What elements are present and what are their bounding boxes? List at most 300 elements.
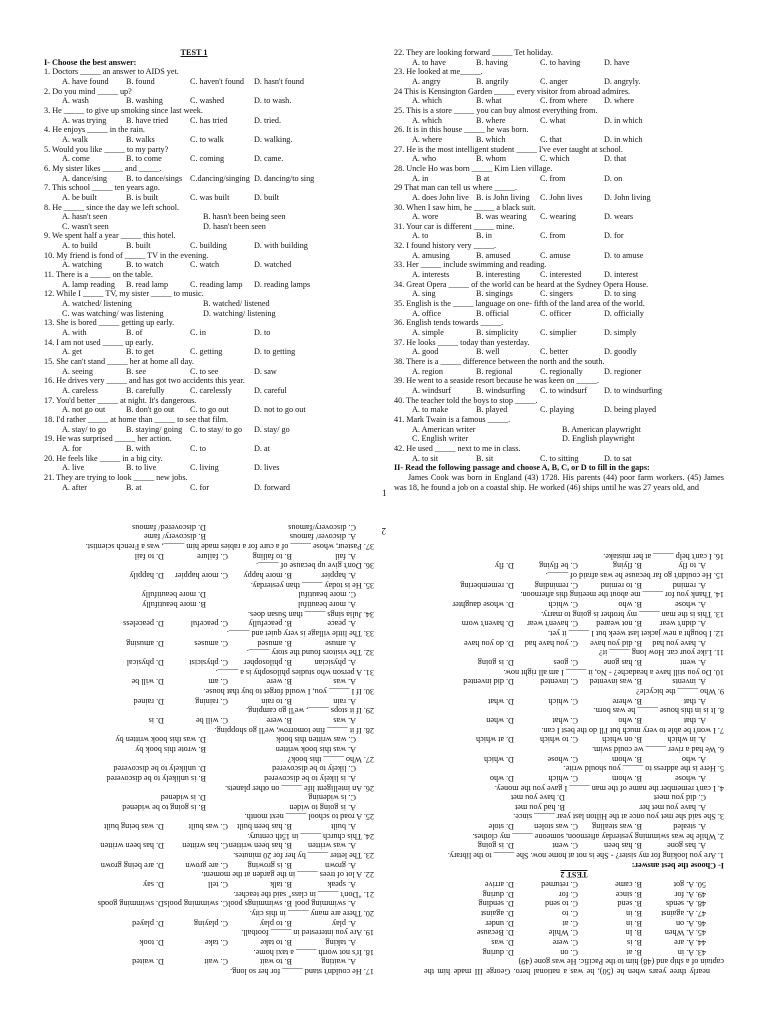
answer-option: D. do you have <box>463 638 514 648</box>
question-text: 6. My sister likes _____ and _____. <box>44 163 162 173</box>
answer-options <box>44 657 374 667</box>
answer-option: C. which <box>548 773 578 783</box>
answer-options <box>424 735 724 745</box>
question-text: 36. English tends towards _____. <box>394 318 504 328</box>
answer-option: C. that <box>540 134 562 144</box>
answer-option: B. well <box>476 347 500 357</box>
answer-option: 43. A. in <box>677 947 706 957</box>
answer-option: D. simply <box>604 328 637 338</box>
question-text: 17. He couldn't stand _____ for her so long. <box>230 967 374 976</box>
answer-option: A. be built <box>62 192 97 202</box>
answer-option: B. since <box>615 889 642 899</box>
answer-option: B. angrily <box>476 76 509 86</box>
test-title: TEST 1 <box>180 48 208 57</box>
answer-option: C. discovery/famous <box>288 522 356 532</box>
answer-option: B. played <box>476 405 508 415</box>
question-text: 5. Here is the address to _____ you should write. <box>563 764 724 774</box>
answer-option: D. goodly <box>604 347 637 357</box>
answer-options <box>394 116 724 126</box>
question-text: 28. If it _____ fine tomorrow, we'll go shopping. <box>214 725 374 735</box>
answer-option: B. see <box>126 366 147 376</box>
answer-option: A. invents <box>672 677 706 687</box>
answer-option: C. John lives <box>540 192 583 202</box>
answer-options <box>44 773 374 783</box>
answer-option: C. tell <box>207 880 228 890</box>
answer-option: A. region <box>412 366 443 376</box>
question-text: 29. If it stops _____, we'll go camping. <box>246 706 374 716</box>
question-text: 36. Don't give up because of _____. <box>256 561 374 571</box>
answer-option: D. interest <box>604 270 639 280</box>
answer-option: D. that <box>604 154 627 164</box>
answer-option: D. who <box>489 773 514 783</box>
answer-option: D. haven't worn <box>461 619 514 629</box>
question-text: 23. The letter _____ by her for 20 minutes. <box>233 851 374 861</box>
answer-option: B. built <box>126 241 151 251</box>
answer-option: C. which <box>540 154 570 164</box>
question-text: 21. They are trying to look _____ new jobs. <box>44 472 188 482</box>
page-2-left-column <box>424 551 724 976</box>
answer-option: D. dancing/to sing <box>254 173 315 183</box>
answer-option: D. was being built <box>103 822 164 832</box>
answer-option: C. invented <box>540 677 578 687</box>
answer-option: D. John living <box>604 192 651 202</box>
answer-option: D. came. <box>254 154 284 164</box>
answer-option: A. speak <box>327 880 356 890</box>
answer-options <box>394 58 724 68</box>
answer-option: C. at <box>562 918 578 928</box>
question-text: 11. There is a _____ on the table. <box>44 270 153 280</box>
answer-option: A. was <box>333 715 356 725</box>
answer-option: C. peaceful <box>190 619 228 629</box>
answer-options <box>394 367 724 377</box>
answer-option: C. to <box>562 909 578 919</box>
answer-option: D. have <box>604 57 630 67</box>
answer-option: A. hasn't seen <box>62 212 108 222</box>
answer-option: A. was trying <box>62 115 107 125</box>
answer-option: A. that <box>683 696 706 706</box>
answer-option: C. was written this book <box>276 735 356 745</box>
answer-option: B. is built <box>126 192 159 202</box>
answer-option: C. for <box>558 889 578 899</box>
question-text: 2. While he was swimming yesterday afternoon, someone _____ my clothes. <box>472 831 724 841</box>
answer-options <box>44 619 374 629</box>
answer-option: B. is John living <box>476 192 530 202</box>
answer-options <box>394 386 724 396</box>
answer-option: D. to getting <box>254 347 296 357</box>
answer-option: A. seeing <box>62 366 93 376</box>
answer-option: C. was built <box>188 822 228 832</box>
answer-option: C. wait <box>204 957 228 967</box>
answer-options <box>44 957 374 967</box>
answer-option: C. which <box>548 696 578 706</box>
answer-option: D. at which <box>476 735 514 745</box>
answer-options <box>44 328 344 338</box>
answer-option: A. after <box>62 482 88 492</box>
answer-option: B. is going to be widened <box>122 802 206 812</box>
answer-option: A. has gone <box>667 841 706 851</box>
answer-options <box>44 367 344 377</box>
answer-option: D. stay/ go <box>254 424 290 434</box>
answer-option: C.dancing/singing <box>190 173 250 183</box>
answer-option: C. which <box>548 600 578 610</box>
question-text: 37. He looks _____ today than yesterday. <box>394 337 530 347</box>
answer-option: D. during <box>482 889 514 899</box>
answer-option: B. which <box>476 134 506 144</box>
answer-option: D. what <box>488 696 514 706</box>
answer-option: D. built <box>254 192 280 202</box>
answer-option: D. have you met <box>510 793 565 803</box>
answer-option: B. watched/ listened <box>203 299 270 309</box>
answer-options <box>424 879 724 889</box>
answer-option: C. reminding <box>534 580 578 590</box>
question-text: 13. This is the man _____ my brother is going to marry. <box>541 609 724 619</box>
answer-option: A. to build <box>62 241 98 251</box>
question-text: 8. He _____ since the day we left school. <box>44 202 180 212</box>
answer-option: D. which <box>483 754 514 764</box>
answer-option: A. swimming pool <box>294 899 356 909</box>
answer-option: B. to watch <box>126 260 164 270</box>
answer-option: B. wrote this book by <box>135 744 206 754</box>
answer-options <box>44 735 374 745</box>
answer-option: D. to <box>254 328 271 338</box>
question-text: 29 That man can tell us where _____. <box>394 183 518 193</box>
answer-option: A. watched/ listening <box>62 299 132 309</box>
answer-option: B. on which <box>602 735 642 745</box>
question-text: 12. While I _____ TV, my sister _____ to music. <box>44 289 204 299</box>
answer-option: D. peaceless <box>123 619 164 629</box>
answer-option: B. whom <box>611 754 642 764</box>
question-text: 10. Do you still have a headache? - No, it _____ I am all right now. <box>503 667 724 677</box>
answer-option: D. to fail <box>134 551 164 561</box>
answer-option: C. is widening <box>308 793 356 803</box>
answer-option: D. Because <box>476 928 514 938</box>
answer-options <box>394 212 724 222</box>
answer-option: C. to windsurf <box>540 385 588 395</box>
answer-option: A. peace <box>327 619 356 629</box>
answer-option: A. rain <box>333 696 356 706</box>
question-text: 19. He was surprised _____ her action. <box>44 434 172 444</box>
answer-option: A. get <box>62 347 83 357</box>
question-text: 22. They are looking forward _____ Tet holiday. <box>394 48 553 57</box>
question-text: 31. Your car is different _____ mine. <box>394 221 515 231</box>
answer-option: B. send <box>617 899 642 909</box>
question-text: 24. This church _____ in 15th century. <box>247 831 374 841</box>
answer-option: B at <box>476 173 490 183</box>
answer-option: B. regional <box>476 366 513 376</box>
answer-option: C. be flying <box>539 561 578 571</box>
question-text: 20. He feels like _____ in a big city. <box>44 453 163 463</box>
answer-option: A. was this book written <box>275 744 356 754</box>
answer-option: C. failure <box>197 551 228 561</box>
answer-option: D. on <box>604 173 623 183</box>
answer-option: A. wore <box>412 212 439 222</box>
answer-option: B. interesting <box>476 270 521 280</box>
answer-option: B. talk <box>270 880 292 890</box>
question-text: 14. Thank you for _____ me about the meeting this afternoon. <box>520 590 724 600</box>
answer-options <box>424 889 724 899</box>
question-text: 19. Are you interested in _____ football. <box>241 928 374 938</box>
answer-options <box>394 231 724 241</box>
answer-option: B. windsurfing <box>476 385 526 395</box>
answer-option: C. from <box>540 173 566 183</box>
answer-option: C. officer <box>540 308 572 318</box>
answer-option: A. went <box>680 658 706 667</box>
answer-option: D. regioner <box>604 366 642 376</box>
answer-option: A. office <box>412 308 441 318</box>
answer-option: B. to take <box>260 938 292 948</box>
question-text: 34. Julia sings _____ than Susan does. <box>248 609 374 619</box>
question-text: 33. Her _____ include swimming and reading. <box>394 260 547 270</box>
question-text: 5. Would you like _____ to my party? <box>44 144 169 154</box>
answer-option: A. lamp reading <box>62 279 115 289</box>
answer-option: C. swimming pools <box>164 899 228 909</box>
answer-option: A. does John live <box>412 192 469 202</box>
answer-options <box>394 251 724 261</box>
answer-option: B. what <box>476 96 502 106</box>
answer-option: A. to sit <box>412 453 439 463</box>
answer-option: D. arrive <box>484 880 514 890</box>
answer-option: A. more beautiful <box>298 600 356 610</box>
question-text: 22. A lot of trees _____ in the garden at the moment. <box>201 870 374 880</box>
answer-option: A. interests <box>412 270 450 280</box>
answer-option: A. built <box>330 822 356 832</box>
question-text: 41. Mark Twain is a famous _____. <box>394 414 511 424</box>
answer-option: D. discovered/ famous <box>132 522 206 532</box>
answer-option: A. happier <box>321 571 356 581</box>
answer-option: D. whose daughter <box>452 600 514 610</box>
answer-option: D. wears <box>604 212 634 222</box>
answer-options <box>424 918 724 928</box>
answer-option: A. is likely to be discovered <box>264 773 356 783</box>
question-text: 1. Are you looking for my sister? - She is not at home now. She _____ to the library. <box>447 851 724 861</box>
page-number: 2 <box>381 526 386 536</box>
question-text: 16. I can't help _____ at her mistake. <box>603 551 724 561</box>
answer-option: B. to live <box>126 463 157 473</box>
answer-option: A. sing <box>412 289 436 299</box>
answer-option: B. was wearing <box>476 212 527 222</box>
answer-options <box>424 580 724 590</box>
answer-option: C. singers <box>540 289 573 299</box>
answer-option: C. has tried <box>190 115 228 125</box>
answer-option: A. live <box>62 463 85 473</box>
answer-option: C. playing <box>540 405 575 415</box>
answer-option: C. for <box>190 482 210 492</box>
answer-options <box>394 434 724 444</box>
question-text: 11. Like your car. How long _____ it? <box>599 648 724 658</box>
answer-option: D. not to go out <box>254 405 306 415</box>
answer-option: C. to go out <box>190 405 229 415</box>
answer-option: B. having <box>476 57 508 67</box>
answer-option: B. In <box>625 928 642 938</box>
question-text: 18. I'd rather _____ at home than _____ to see that film. <box>44 414 229 424</box>
answer-options <box>424 802 724 812</box>
answer-options <box>44 696 374 706</box>
answer-options <box>44 386 344 396</box>
answer-options <box>424 561 724 571</box>
answer-option: C. washed <box>190 96 225 106</box>
answer-option: C. living <box>190 463 219 473</box>
page-1-right-column <box>394 48 724 492</box>
answer-option: D. played <box>132 918 164 928</box>
answer-options <box>424 928 724 938</box>
answer-options <box>44 154 344 164</box>
answer-options <box>424 657 724 667</box>
answer-option: D. to amuse <box>604 250 644 260</box>
answer-option: C. was stolen <box>534 822 578 832</box>
answer-options <box>394 96 724 106</box>
answer-options <box>44 425 344 435</box>
answer-option: D. where <box>604 96 635 106</box>
answer-option: C. haven't found <box>190 76 245 86</box>
answer-option: B. to wait <box>259 957 292 967</box>
answer-options <box>394 425 724 435</box>
answer-option: C. raining <box>195 696 228 706</box>
answer-option: B. more beautifully <box>142 600 206 610</box>
answer-option: D. being played <box>604 405 657 415</box>
answer-option: C. was watching/ was listening <box>62 308 164 318</box>
answer-options <box>44 937 374 947</box>
answer-option: C. to see <box>190 366 219 376</box>
answer-option: 49. A. for <box>674 889 706 899</box>
answer-options <box>44 570 374 580</box>
answer-options <box>394 270 724 280</box>
answer-option: A. whose <box>675 600 706 610</box>
question-text: 14. I am not used _____ up early. <box>44 337 154 347</box>
answer-options <box>394 154 724 164</box>
answer-option: A. was written <box>308 841 356 851</box>
question-text: 26. It is in this house _____ he was born. <box>394 125 529 135</box>
answer-option: C. on <box>560 947 578 957</box>
answer-option: A. remind <box>672 580 706 590</box>
answer-option: C. are grown <box>185 860 228 870</box>
answer-option: D. is going <box>477 658 514 667</box>
answer-option: A. for <box>62 443 82 453</box>
answer-option: C. returned <box>541 880 578 890</box>
question-text: 4. He enjoys _____ in the rain. <box>44 125 145 135</box>
answer-option: D. officially <box>604 308 644 318</box>
answer-option: C. English writer <box>412 434 469 444</box>
answer-options <box>44 260 344 270</box>
answer-option: B. has been written <box>228 841 292 851</box>
answer-option: D. angryly. <box>604 76 641 86</box>
answer-option: B. is growing <box>247 860 292 870</box>
passage-text: nearly three years when he (50), he was a national hero. George III made him the captain of a ship and (48) him to the Pacific. He was gone (49) <box>424 957 724 976</box>
answer-option: 48. A. sends <box>665 899 706 909</box>
answer-options <box>44 822 374 832</box>
answer-option: A. in <box>412 173 429 183</box>
answer-option: B. to remind <box>600 580 642 590</box>
answer-option: B. who <box>618 715 642 725</box>
answer-option: B. read lamp <box>126 279 169 289</box>
answer-option: B. to rain <box>261 696 292 706</box>
answer-options <box>44 135 344 145</box>
answer-option: B. has been <box>604 841 642 851</box>
answer-options <box>424 773 724 783</box>
answer-option: B. whom <box>476 154 507 164</box>
answer-option: C. to <box>190 443 206 453</box>
answer-option: B. not weared <box>596 619 642 629</box>
page-2-right-column <box>44 522 374 976</box>
answer-options <box>424 715 724 725</box>
answer-option: 45. A. When <box>664 928 706 938</box>
answer-option: D. rained <box>133 696 164 706</box>
answer-option: C. anger <box>540 76 568 86</box>
answer-option: C. was built <box>190 192 230 202</box>
answer-option: C. likely to be discovered <box>272 764 356 774</box>
question-text: 42. He used _____ next to me in class. <box>394 443 521 453</box>
answer-option: D. remembering <box>460 580 514 590</box>
answer-option: C. take <box>204 938 228 948</box>
answer-option: D. has been written <box>100 841 164 851</box>
answer-option: A. windsurf <box>412 385 452 395</box>
question-text: 18. It's not worth _____ a taxi home. <box>253 947 374 957</box>
answer-option: B. of <box>126 328 143 338</box>
answer-option: D. in which <box>604 115 643 125</box>
answer-option: C. what <box>540 115 566 125</box>
answer-option: B. has been built <box>236 822 292 832</box>
answer-option: D. for <box>604 231 624 241</box>
answer-option: A. which <box>412 96 443 106</box>
question-text: 25. This is a store _____ you can buy almost everything from. <box>394 105 598 115</box>
answer-option: B. to get <box>126 347 154 357</box>
answer-option: A. to <box>412 231 429 241</box>
answer-options <box>44 309 344 319</box>
question-text: 40. The teacher told the boys to stop _____. <box>394 395 538 405</box>
answer-option: B. amused <box>257 638 292 648</box>
question-text: 27. He is the most intelligent student _____ I've ever taught at school. <box>394 144 623 154</box>
answer-option: B. at <box>126 482 142 492</box>
answer-options <box>44 551 374 561</box>
answer-option: A. fail <box>335 551 356 561</box>
answer-option: C. has written <box>182 841 228 851</box>
answer-option: D. tried. <box>254 115 282 125</box>
answer-option: B. to come <box>126 154 162 164</box>
question-text: 15. She can't stand _____ her at home all day. <box>44 357 194 366</box>
answer-option: A. whose <box>675 773 706 783</box>
answer-option: D. watched <box>254 260 292 270</box>
answer-option: D. careful <box>254 385 287 395</box>
answer-option: D. was this book written by <box>115 735 206 745</box>
answer-option: C. what <box>552 715 578 725</box>
answer-option: D. amusing <box>126 638 164 648</box>
question-text: 32. I found history very _____. <box>394 241 497 251</box>
answer-options <box>394 328 724 338</box>
answer-options <box>44 715 374 725</box>
answer-option: B. discovery/ fame <box>143 532 206 542</box>
answer-option: A. to fly <box>678 561 706 571</box>
question-text: 1. Doctors _____ an answer to AIDS yet. <box>44 67 179 77</box>
answer-options <box>44 463 344 473</box>
question-text: 7. I won't be able to very much but I'll do the best I can. <box>541 725 724 735</box>
answer-options <box>44 77 344 87</box>
answer-option: C. playing <box>193 918 228 928</box>
answer-options <box>44 599 374 609</box>
answer-option: A. grown <box>325 860 356 870</box>
answer-options <box>44 677 374 687</box>
answer-option: C. wearing <box>540 212 576 222</box>
answer-options <box>44 212 344 222</box>
answer-options <box>424 638 724 648</box>
answer-option: C. to stay/ to go <box>190 424 243 434</box>
answer-options <box>394 77 724 87</box>
answer-option: C. were <box>552 938 578 948</box>
question-text: 24 This is Kensington Garden _____ every visitor from abroad admires. <box>394 86 631 96</box>
answer-option: D. hasn't found <box>254 76 304 86</box>
question-text: 27. Who _____ this book? <box>287 754 374 764</box>
section-heading: I- Choose the best answer: <box>631 860 724 870</box>
answer-option: D. when <box>486 715 514 725</box>
answer-option: B. philosopher <box>243 658 292 667</box>
